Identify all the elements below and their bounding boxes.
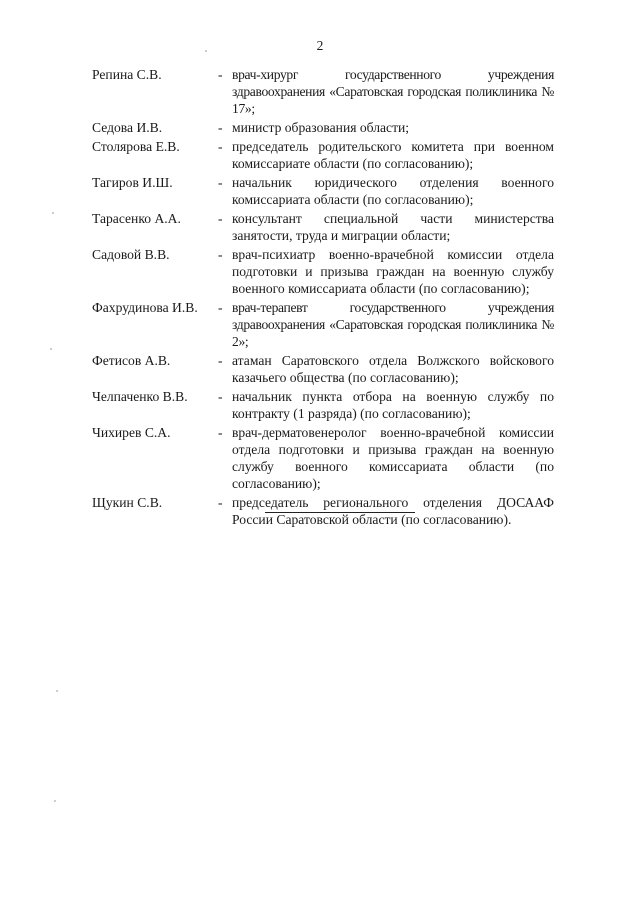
member-role: консультант специальной части министерства занятости, труда и миграции области; (232, 211, 554, 243)
page-number: 2 (316, 38, 324, 53)
member-name: Репина С.В. (92, 67, 162, 82)
member-dash: - (218, 247, 223, 262)
member-name: Садовой В.В. (92, 247, 170, 262)
member-role: врач-хирург государственного учреждения здравоохранения «Саратовская городская поликлиника № 17»; (232, 67, 554, 116)
member-role: министр образования области; (232, 120, 410, 135)
member-name: Тагиров И.Ш. (92, 175, 173, 190)
member-row (92, 66, 554, 117)
member-list (92, 66, 554, 530)
member-dash: - (218, 353, 223, 368)
member-dash: - (218, 120, 223, 135)
member-dash: - (218, 425, 223, 440)
member-role: атаман Саратовского отдела Волжского войскового казачьего общества (по согласованию); (232, 353, 554, 385)
member-dash: - (218, 67, 223, 82)
scan-speck (52, 212, 54, 214)
member-dash: - (218, 300, 223, 315)
member-dash: - (218, 495, 223, 510)
member-row (92, 210, 554, 244)
scan-speck (50, 348, 52, 350)
closing-rule (265, 512, 415, 513)
scan-speck (205, 50, 207, 52)
member-row (92, 174, 554, 208)
member-dash: - (218, 389, 223, 404)
member-row (92, 494, 554, 528)
member-role: председатель родительского комитета при военном комиссариате области (по согласованию); (232, 139, 554, 171)
member-row (92, 299, 554, 350)
member-role: председатель регионального отделения ДОСААФ России Саратовской области (по согласованию). (232, 495, 554, 527)
member-row (92, 119, 554, 136)
member-name: Столярова Е.В. (92, 139, 180, 154)
member-dash: - (218, 139, 223, 154)
member-row (92, 352, 554, 386)
scan-speck (56, 690, 58, 692)
member-row (92, 388, 554, 422)
member-role: врач-психиатр военно-врачебной комиссии отдела подготовки и призыва граждан на военную службу военного комиссариата области (по согласованию); (232, 247, 554, 296)
scan-speck (54, 800, 56, 802)
member-name: Тарасенко А.А. (92, 211, 181, 226)
member-role: начальник пункта отбора на военную службу по контракту (1 разряда) (по согласованию); (232, 389, 554, 421)
member-name: Седова И.В. (92, 120, 163, 135)
member-role: начальник юридического отделения военного комиссариата области (по согласованию); (232, 175, 554, 207)
member-row (92, 138, 554, 172)
member-name: Щукин С.В. (92, 495, 163, 510)
member-dash: - (218, 211, 223, 226)
member-name: Челпаченко В.В. (92, 389, 188, 404)
member-name: Фетисов А.В. (92, 353, 171, 368)
member-role: врач-терапевт государственного учреждения здравоохранения «Саратовская городская поликлиника № 2»; (232, 300, 554, 349)
member-role: врач-дерматовенеролог военно-врачебной комиссии отдела подготовки и призыва граждан на военную службу военного комиссариата области (по согласованию); (232, 425, 554, 491)
member-row (92, 246, 554, 297)
member-name: Фахрудинова И.В. (92, 300, 198, 315)
member-row (92, 424, 554, 492)
member-name: Чихирев С.А. (92, 425, 171, 440)
member-dash: - (218, 175, 223, 190)
